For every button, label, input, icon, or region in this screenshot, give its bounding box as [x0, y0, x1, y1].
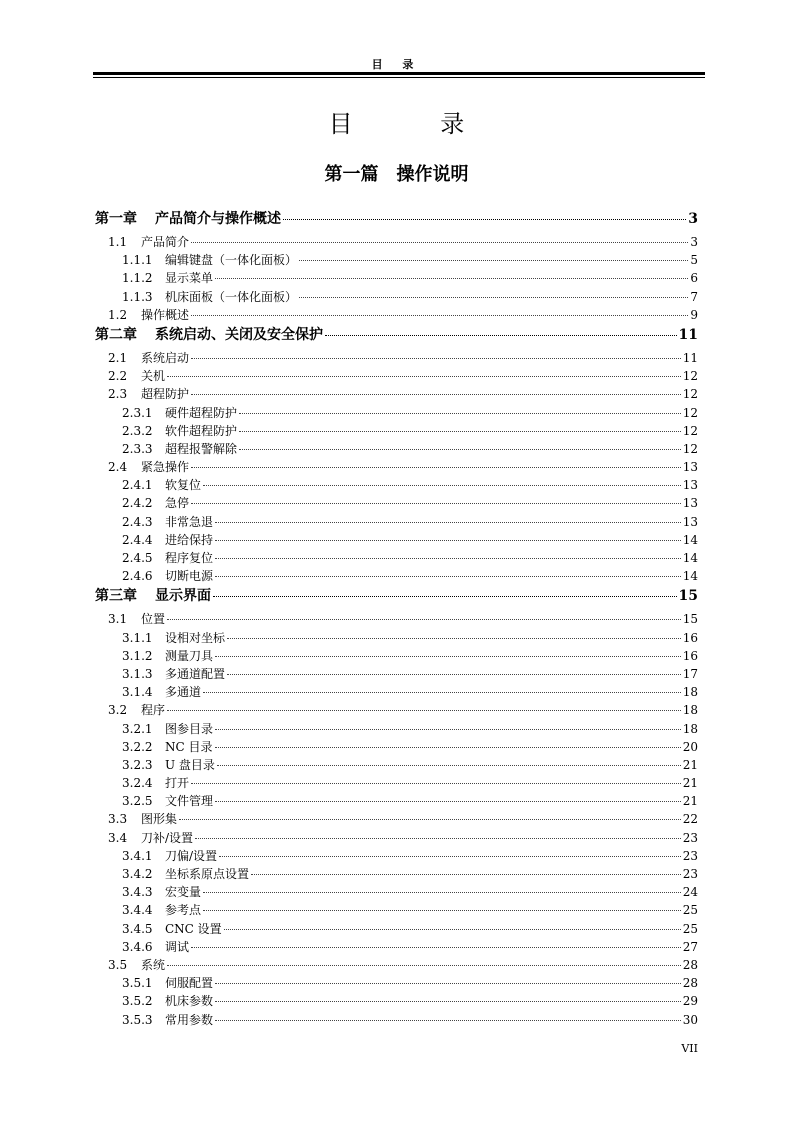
toc-section-row[interactable]	[95, 306, 698, 324]
toc-entry-number: 3.2	[108, 703, 128, 718]
toc-entry-page: 21	[682, 757, 698, 772]
toc-entry-number: 2.4.5	[122, 551, 153, 565]
toc-entry-page: 21	[682, 794, 698, 809]
toc-dot-leader	[224, 929, 681, 930]
toc-entry-number: 2.4.2	[122, 496, 153, 511]
toc-entry-page: 25	[682, 903, 698, 918]
toc-entry-title: 打开	[165, 776, 190, 791]
toc-entry-page: 14	[682, 551, 698, 565]
toc-dot-leader	[203, 910, 681, 911]
toc-entry-title: 图参目录	[165, 721, 214, 736]
toc-entry-page: 11	[678, 326, 698, 343]
toc-subsection-row[interactable]	[95, 476, 698, 494]
toc-dot-leader	[299, 297, 688, 298]
toc-entry-number: 2.3.3	[122, 441, 153, 456]
toc-entry-page: 27	[682, 939, 698, 954]
toc-entry-number: 2.4.3	[122, 514, 153, 529]
toc-entry-page: 18	[682, 721, 698, 736]
toc-entry-number: 3.4.4	[122, 903, 153, 918]
toc-entry-page: 13	[682, 460, 698, 475]
toc-section-row[interactable]	[95, 810, 698, 828]
toc-subsection-row[interactable]	[95, 774, 698, 792]
toc-dot-leader	[215, 656, 681, 657]
toc-entry-title: U 盘目录	[165, 757, 215, 772]
toc-subsection-row[interactable]	[95, 288, 698, 306]
toc-subsection-row[interactable]	[95, 974, 698, 992]
toc-dot-leader	[215, 576, 681, 577]
toc-entry-title: 超程防护	[141, 387, 190, 402]
toc-entry-number: 3.1.2	[122, 648, 153, 663]
toc-dot-leader	[227, 638, 681, 639]
toc-entry-number: 2.1	[108, 350, 128, 365]
toc-dot-leader	[167, 376, 681, 377]
toc-dot-leader	[191, 503, 681, 504]
toc-section-row[interactable]	[95, 956, 698, 974]
toc-entry-number: 3.1.3	[122, 666, 153, 681]
toc-entry-title: 操作概述	[141, 307, 190, 322]
toc-dot-leader	[215, 1020, 681, 1021]
toc-dot-leader	[239, 431, 681, 432]
toc-subsection-row[interactable]	[95, 531, 698, 549]
toc-entry-page: 5	[690, 253, 698, 268]
toc-subsection-row[interactable]	[95, 683, 698, 701]
toc-subsection-row[interactable]	[95, 567, 698, 585]
toc-subsection-row[interactable]	[95, 920, 698, 938]
toc-dot-leader	[215, 801, 681, 802]
toc-entry-title: 调试	[165, 939, 190, 954]
table-of-contents	[95, 208, 698, 1029]
toc-entry-number: 3.2.4	[122, 776, 153, 791]
toc-entry-title: 多通道配置	[165, 666, 226, 681]
toc-entry-title: 机床面板（一体化面板）	[165, 289, 298, 304]
toc-subsection-row[interactable]	[95, 549, 698, 567]
toc-entry-number: 3.3	[108, 812, 128, 827]
toc-entry-title: 系统	[141, 957, 166, 972]
toc-subsection-row[interactable]	[95, 422, 698, 440]
toc-entry-title: 机床参数	[165, 994, 214, 1009]
toc-entry-title: 常用参数	[165, 1012, 214, 1027]
toc-chapter-row[interactable]	[95, 208, 698, 233]
toc-entry-title: 产品简介	[141, 235, 190, 249]
toc-dot-leader	[191, 394, 681, 395]
toc-entry-page: 17	[682, 666, 698, 681]
toc-subsection-row[interactable]	[95, 992, 698, 1010]
toc-entry-title: 非常急退	[165, 514, 214, 529]
toc-entry-title: 进给保持	[165, 532, 214, 547]
toc-entry-number: 3.5.1	[122, 976, 153, 991]
toc-entry-title: 程序	[141, 703, 166, 718]
toc-entry-number: 3.1.4	[122, 685, 153, 700]
toc-subsection-row[interactable]	[95, 440, 698, 458]
toc-dot-leader	[213, 596, 677, 597]
toc-dot-leader	[195, 838, 681, 839]
toc-entry-page: 3	[688, 211, 698, 227]
toc-subsection-row[interactable]	[95, 269, 698, 287]
toc-entry-title: CNC 设置	[165, 921, 222, 936]
toc-subsection-row[interactable]	[95, 665, 698, 683]
toc-subsection-row[interactable]	[95, 865, 698, 883]
toc-entry-number: 2.4	[108, 460, 128, 475]
toc-dot-leader	[325, 335, 677, 336]
toc-entry-title: 软复位	[165, 478, 202, 493]
toc-entry-title: 编辑键盘（一体化面板）	[165, 253, 298, 268]
toc-entry-number: 2.2	[108, 369, 128, 384]
toc-dot-leader	[215, 522, 681, 523]
toc-subsection-row[interactable]	[95, 404, 698, 422]
toc-entry-title: 系统启动、关闭及安全保护	[155, 326, 323, 343]
toc-entry-number: 3.2.3	[122, 757, 153, 772]
toc-entry-page: 24	[682, 885, 698, 900]
toc-entry-title: 图形集	[141, 812, 178, 827]
toc-subsection-row[interactable]	[95, 720, 698, 738]
toc-entry-title: 刀补/设置	[141, 830, 194, 845]
toc-entry-page: 14	[682, 569, 698, 584]
toc-entry-page: 12	[682, 405, 698, 420]
toc-subsection-row[interactable]	[95, 883, 698, 901]
toc-entry-number: 第二章	[95, 326, 137, 343]
toc-entry-title: 关机	[141, 369, 166, 384]
toc-subsection-row[interactable]	[95, 1011, 698, 1029]
toc-entry-number: 3.2.1	[122, 721, 153, 736]
toc-dot-leader	[191, 358, 681, 359]
toc-subsection-row[interactable]	[95, 901, 698, 919]
toc-entry-number: 3.1	[108, 612, 128, 627]
toc-entry-page: 18	[682, 685, 698, 700]
toc-entry-number: 2.4.6	[122, 569, 153, 584]
toc-section-row[interactable]	[95, 829, 698, 847]
toc-section-row[interactable]	[95, 349, 698, 367]
toc-entry-title: 伺服配置	[165, 976, 214, 991]
toc-dot-leader	[239, 449, 681, 450]
toc-subsection-row[interactable]	[95, 629, 698, 647]
toc-subsection-row[interactable]	[95, 513, 698, 531]
toc-entry-number: 1.1	[108, 235, 128, 249]
header-rule-thin	[93, 77, 705, 78]
toc-entry-page: 20	[682, 739, 698, 754]
toc-entry-number: 3.4.6	[122, 939, 153, 954]
toc-entry-page: 18	[682, 703, 698, 718]
toc-entry-title: 软件超程防护	[165, 423, 238, 438]
toc-entry-number: 3.4.2	[122, 867, 153, 881]
page-number: VII	[681, 1042, 698, 1055]
toc-entry-page: 3	[690, 235, 698, 249]
toc-entry-number: 3.5.3	[122, 1012, 153, 1027]
toc-entry-title: 急停	[165, 496, 190, 511]
toc-dot-leader	[167, 965, 681, 966]
toc-entry-page: 15	[682, 612, 698, 627]
toc-dot-leader	[203, 692, 681, 693]
toc-dot-leader	[299, 260, 688, 261]
toc-entry-page: 9	[690, 307, 698, 322]
toc-section-row[interactable]	[95, 458, 698, 476]
toc-entry-page: 29	[682, 994, 698, 1009]
toc-dot-leader	[191, 947, 681, 948]
toc-dot-leader	[191, 783, 681, 784]
toc-entry-page: 23	[682, 867, 698, 881]
toc-entry-page: 13	[682, 496, 698, 511]
toc-entry-page: 16	[682, 630, 698, 645]
toc-entry-number: 3.4.5	[122, 921, 153, 936]
toc-section-row[interactable]	[95, 233, 698, 251]
toc-entry-page: 12	[682, 369, 698, 384]
toc-entry-title: 位置	[141, 612, 166, 627]
toc-entry-title: 参考点	[165, 903, 202, 918]
toc-entry-number: 3.4.3	[122, 885, 153, 900]
toc-dot-leader	[167, 710, 681, 711]
toc-entry-title: 硬件超程防护	[165, 405, 238, 420]
toc-entry-number: 1.1.1	[122, 253, 153, 268]
toc-entry-number: 3.4	[108, 830, 128, 845]
toc-subsection-row[interactable]	[95, 738, 698, 756]
toc-entry-number: 3.5.2	[122, 994, 153, 1009]
toc-section-row[interactable]	[95, 367, 698, 385]
header-rule-thick	[93, 72, 705, 75]
toc-entry-number: 1.1.2	[122, 271, 153, 286]
toc-entry-number: 3.2.5	[122, 794, 153, 809]
toc-entry-page: 13	[682, 514, 698, 529]
toc-dot-leader	[215, 558, 681, 559]
toc-entry-number: 2.4.4	[122, 532, 153, 547]
toc-dot-leader	[251, 874, 681, 875]
toc-entry-page: 22	[682, 812, 698, 827]
toc-entry-page: 6	[690, 271, 698, 286]
toc-dot-leader	[215, 983, 681, 984]
toc-entry-number: 2.3	[108, 387, 128, 402]
toc-section-row[interactable]	[95, 701, 698, 719]
toc-entry-title: 产品简介与操作概述	[155, 211, 281, 227]
toc-entry-page: 12	[682, 441, 698, 456]
toc-entry-number: 3.4.1	[122, 848, 153, 863]
toc-subsection-row[interactable]	[95, 251, 698, 269]
toc-entry-page: 30	[682, 1012, 698, 1027]
toc-entry-number: 2.4.1	[122, 478, 153, 493]
toc-entry-page: 16	[682, 648, 698, 663]
toc-entry-number: 3.1.1	[122, 630, 153, 645]
toc-dot-leader	[215, 540, 681, 541]
toc-subsection-row[interactable]	[95, 494, 698, 512]
toc-entry-title: 显示菜单	[165, 271, 214, 286]
toc-entry-number: 第三章	[95, 588, 137, 605]
toc-entry-page: 21	[682, 776, 698, 791]
toc-section-row[interactable]	[95, 610, 698, 628]
toc-entry-title: 切断电源	[165, 569, 214, 584]
toc-entry-number: 1.1.3	[122, 289, 153, 304]
toc-entry-page: 11	[682, 350, 698, 365]
toc-subsection-row[interactable]	[95, 647, 698, 665]
toc-subsection-row[interactable]	[95, 756, 698, 774]
toc-dot-leader	[191, 315, 688, 316]
toc-entry-number: 1.2	[108, 307, 128, 322]
toc-dot-leader	[215, 1001, 681, 1002]
toc-chapter-row[interactable]	[95, 585, 698, 610]
toc-entry-page: 28	[682, 976, 698, 991]
toc-dot-leader	[239, 413, 681, 414]
toc-subsection-row[interactable]	[95, 792, 698, 810]
toc-dot-leader	[217, 765, 681, 766]
toc-dot-leader	[283, 219, 686, 220]
toc-section-row[interactable]	[95, 385, 698, 403]
toc-entry-title: 程序复位	[165, 551, 214, 565]
toc-dot-leader	[191, 467, 681, 468]
toc-dot-leader	[215, 278, 688, 279]
toc-entry-number: 3.5	[108, 957, 128, 972]
toc-entry-number: 2.3.2	[122, 423, 153, 438]
toc-entry-title: 坐标系原点设置	[165, 867, 250, 881]
toc-entry-title: NC 目录	[165, 739, 213, 754]
toc-entry-number: 3.2.2	[122, 739, 153, 754]
running-head: 目 录	[371, 58, 422, 71]
toc-entry-page: 28	[682, 957, 698, 972]
toc-entry-page: 12	[682, 387, 698, 402]
toc-dot-leader	[227, 674, 681, 675]
toc-entry-page: 7	[690, 289, 698, 304]
toc-entry-title: 系统启动	[141, 350, 190, 365]
part-title: 第一篇 操作说明	[324, 164, 469, 185]
toc-entry-title: 文件管理	[165, 794, 214, 809]
toc-subsection-row[interactable]	[95, 847, 698, 865]
toc-entry-page: 15	[678, 588, 698, 605]
toc-chapter-row[interactable]	[95, 324, 698, 349]
toc-entry-page: 25	[682, 921, 698, 936]
toc-dot-leader	[203, 892, 681, 893]
toc-entry-title: 宏变量	[165, 885, 202, 900]
toc-entry-title: 设相对坐标	[165, 630, 226, 645]
toc-entry-title: 显示界面	[155, 588, 211, 605]
toc-entry-title: 超程报警解除	[165, 441, 238, 456]
toc-dot-leader	[215, 747, 681, 748]
toc-entry-title: 测量刀具	[165, 648, 214, 663]
toc-entry-title: 刀偏/设置	[165, 848, 218, 863]
toc-entry-page: 14	[682, 532, 698, 547]
page-title: 目 录	[328, 110, 505, 138]
toc-entry-number: 第一章	[95, 211, 137, 227]
toc-entry-number: 2.3.1	[122, 405, 153, 420]
toc-dot-leader	[179, 819, 681, 820]
toc-dot-leader	[219, 856, 681, 857]
toc-entry-page: 23	[682, 848, 698, 863]
toc-dot-leader	[203, 485, 681, 486]
toc-entry-page: 13	[682, 478, 698, 493]
toc-subsection-row[interactable]	[95, 938, 698, 956]
toc-entry-page: 12	[682, 423, 698, 438]
toc-entry-page: 23	[682, 830, 698, 845]
toc-dot-leader	[167, 619, 681, 620]
toc-dot-leader	[215, 729, 681, 730]
toc-entry-title: 紧急操作	[141, 460, 190, 475]
toc-dot-leader	[191, 242, 688, 243]
toc-entry-title: 多通道	[165, 685, 202, 700]
